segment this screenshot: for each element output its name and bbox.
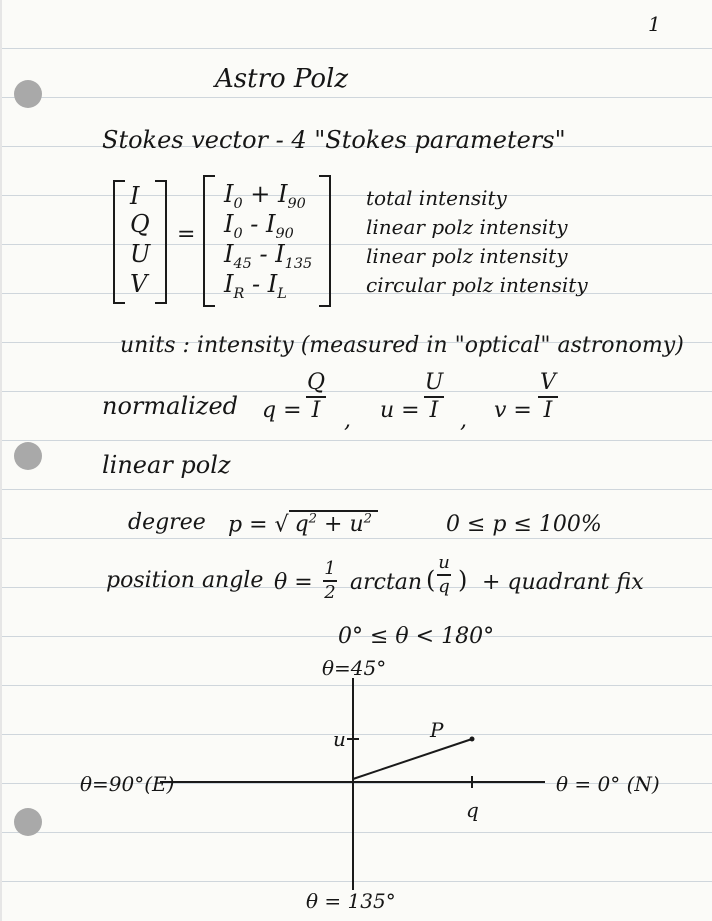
operator: - [250, 210, 259, 238]
arctan-fn: arctan [350, 570, 423, 595]
var-p: p [228, 512, 243, 538]
axis-label-left: θ=90°(E) [80, 772, 175, 796]
operator: + [250, 180, 271, 208]
intensity-symbol: I [224, 210, 234, 238]
intensity-symbol: I [267, 270, 278, 298]
desc-total-intensity: total intensity [366, 186, 507, 210]
position-angle-label: position angle [106, 568, 264, 593]
denominator: 2 [324, 582, 336, 603]
vector-I: I [130, 182, 140, 210]
subscript: 0 [233, 195, 243, 212]
quadrant-fix: + quadrant fix [482, 570, 644, 595]
q-tick-label: q [466, 798, 479, 822]
vector-U: U [130, 240, 151, 268]
subscript: 0 [233, 225, 243, 242]
var-u: u [380, 398, 395, 423]
paren-close: ) [458, 566, 468, 594]
equals-sign: = [177, 222, 196, 247]
exponent: 2 [363, 512, 373, 527]
degree-range: 0 ≤ p ≤ 100% [446, 512, 602, 537]
norm-u-lhs: u = [380, 398, 420, 423]
paren-open: ( [426, 566, 436, 594]
operator: - [251, 270, 261, 298]
numerator: V [540, 370, 556, 395]
numerator: 1 [324, 558, 336, 579]
norm-v-lhs: v = [494, 398, 532, 423]
operator: + [324, 512, 343, 538]
exponent: 2 [308, 512, 318, 527]
var-v: v [494, 398, 507, 423]
desc-linear-polz-q: linear polz intensity [366, 215, 568, 239]
vector-label: P [430, 718, 444, 742]
separator: , [460, 408, 467, 433]
degree-label: degree [128, 510, 206, 535]
stokes-heading: Stokes vector - 4 "Stokes parameters" [102, 126, 566, 154]
subscript: 90 [275, 225, 294, 242]
linear-polz-heading: linear polz [102, 451, 231, 479]
intensity-symbol: I [275, 240, 285, 268]
intensity-symbol: I [278, 180, 288, 208]
subscript: L [277, 285, 287, 302]
var-u: u [349, 512, 364, 538]
vector-V: V [130, 270, 148, 298]
units-line: units : intensity (measured in "optical" astronomy) [120, 333, 684, 358]
denominator: q [438, 576, 450, 597]
intensity-symbol: I [266, 210, 276, 238]
polarization-vector [353, 739, 472, 779]
denominator: I [311, 398, 321, 423]
subscript: R [233, 285, 245, 302]
var-q: q [262, 398, 277, 423]
axis-label-bottom: θ = 135° [306, 889, 396, 913]
desc-linear-polz-u: linear polz intensity [366, 244, 568, 268]
page-number: 1 [648, 12, 661, 36]
denominator: I [543, 398, 553, 423]
page-title: Astro Polz [215, 64, 349, 94]
desc-circular-polz: circular polz intensity [366, 273, 588, 297]
subscript: 135 [284, 255, 313, 272]
norm-q-lhs: q = [262, 398, 302, 423]
operator: - [259, 240, 268, 268]
axis-label-top: θ=45° [322, 656, 387, 680]
intensity-symbol: I [224, 270, 234, 298]
theta-lhs: θ = [274, 570, 313, 595]
numerator: U [424, 370, 444, 395]
sqrt-icon: √ [274, 512, 289, 538]
separator: , [344, 408, 351, 433]
numerator: Q [306, 370, 326, 395]
vector-Q: Q [130, 210, 150, 238]
equals-sign: = [249, 512, 268, 538]
intensity-symbol: I [224, 180, 234, 208]
numerator: u [438, 552, 450, 573]
normalized-label: normalized [102, 392, 239, 420]
vector-tip [470, 737, 475, 742]
denominator: I [429, 398, 439, 423]
subscript: 90 [287, 195, 306, 212]
theta-range: 0° ≤ θ < 180° [338, 624, 495, 649]
axis-label-right: θ = 0° (N) [556, 772, 660, 796]
intensity-symbol: I [224, 240, 234, 268]
var-q: q [294, 512, 309, 538]
subscript: 45 [233, 255, 252, 272]
u-tick-label: u [333, 727, 346, 751]
